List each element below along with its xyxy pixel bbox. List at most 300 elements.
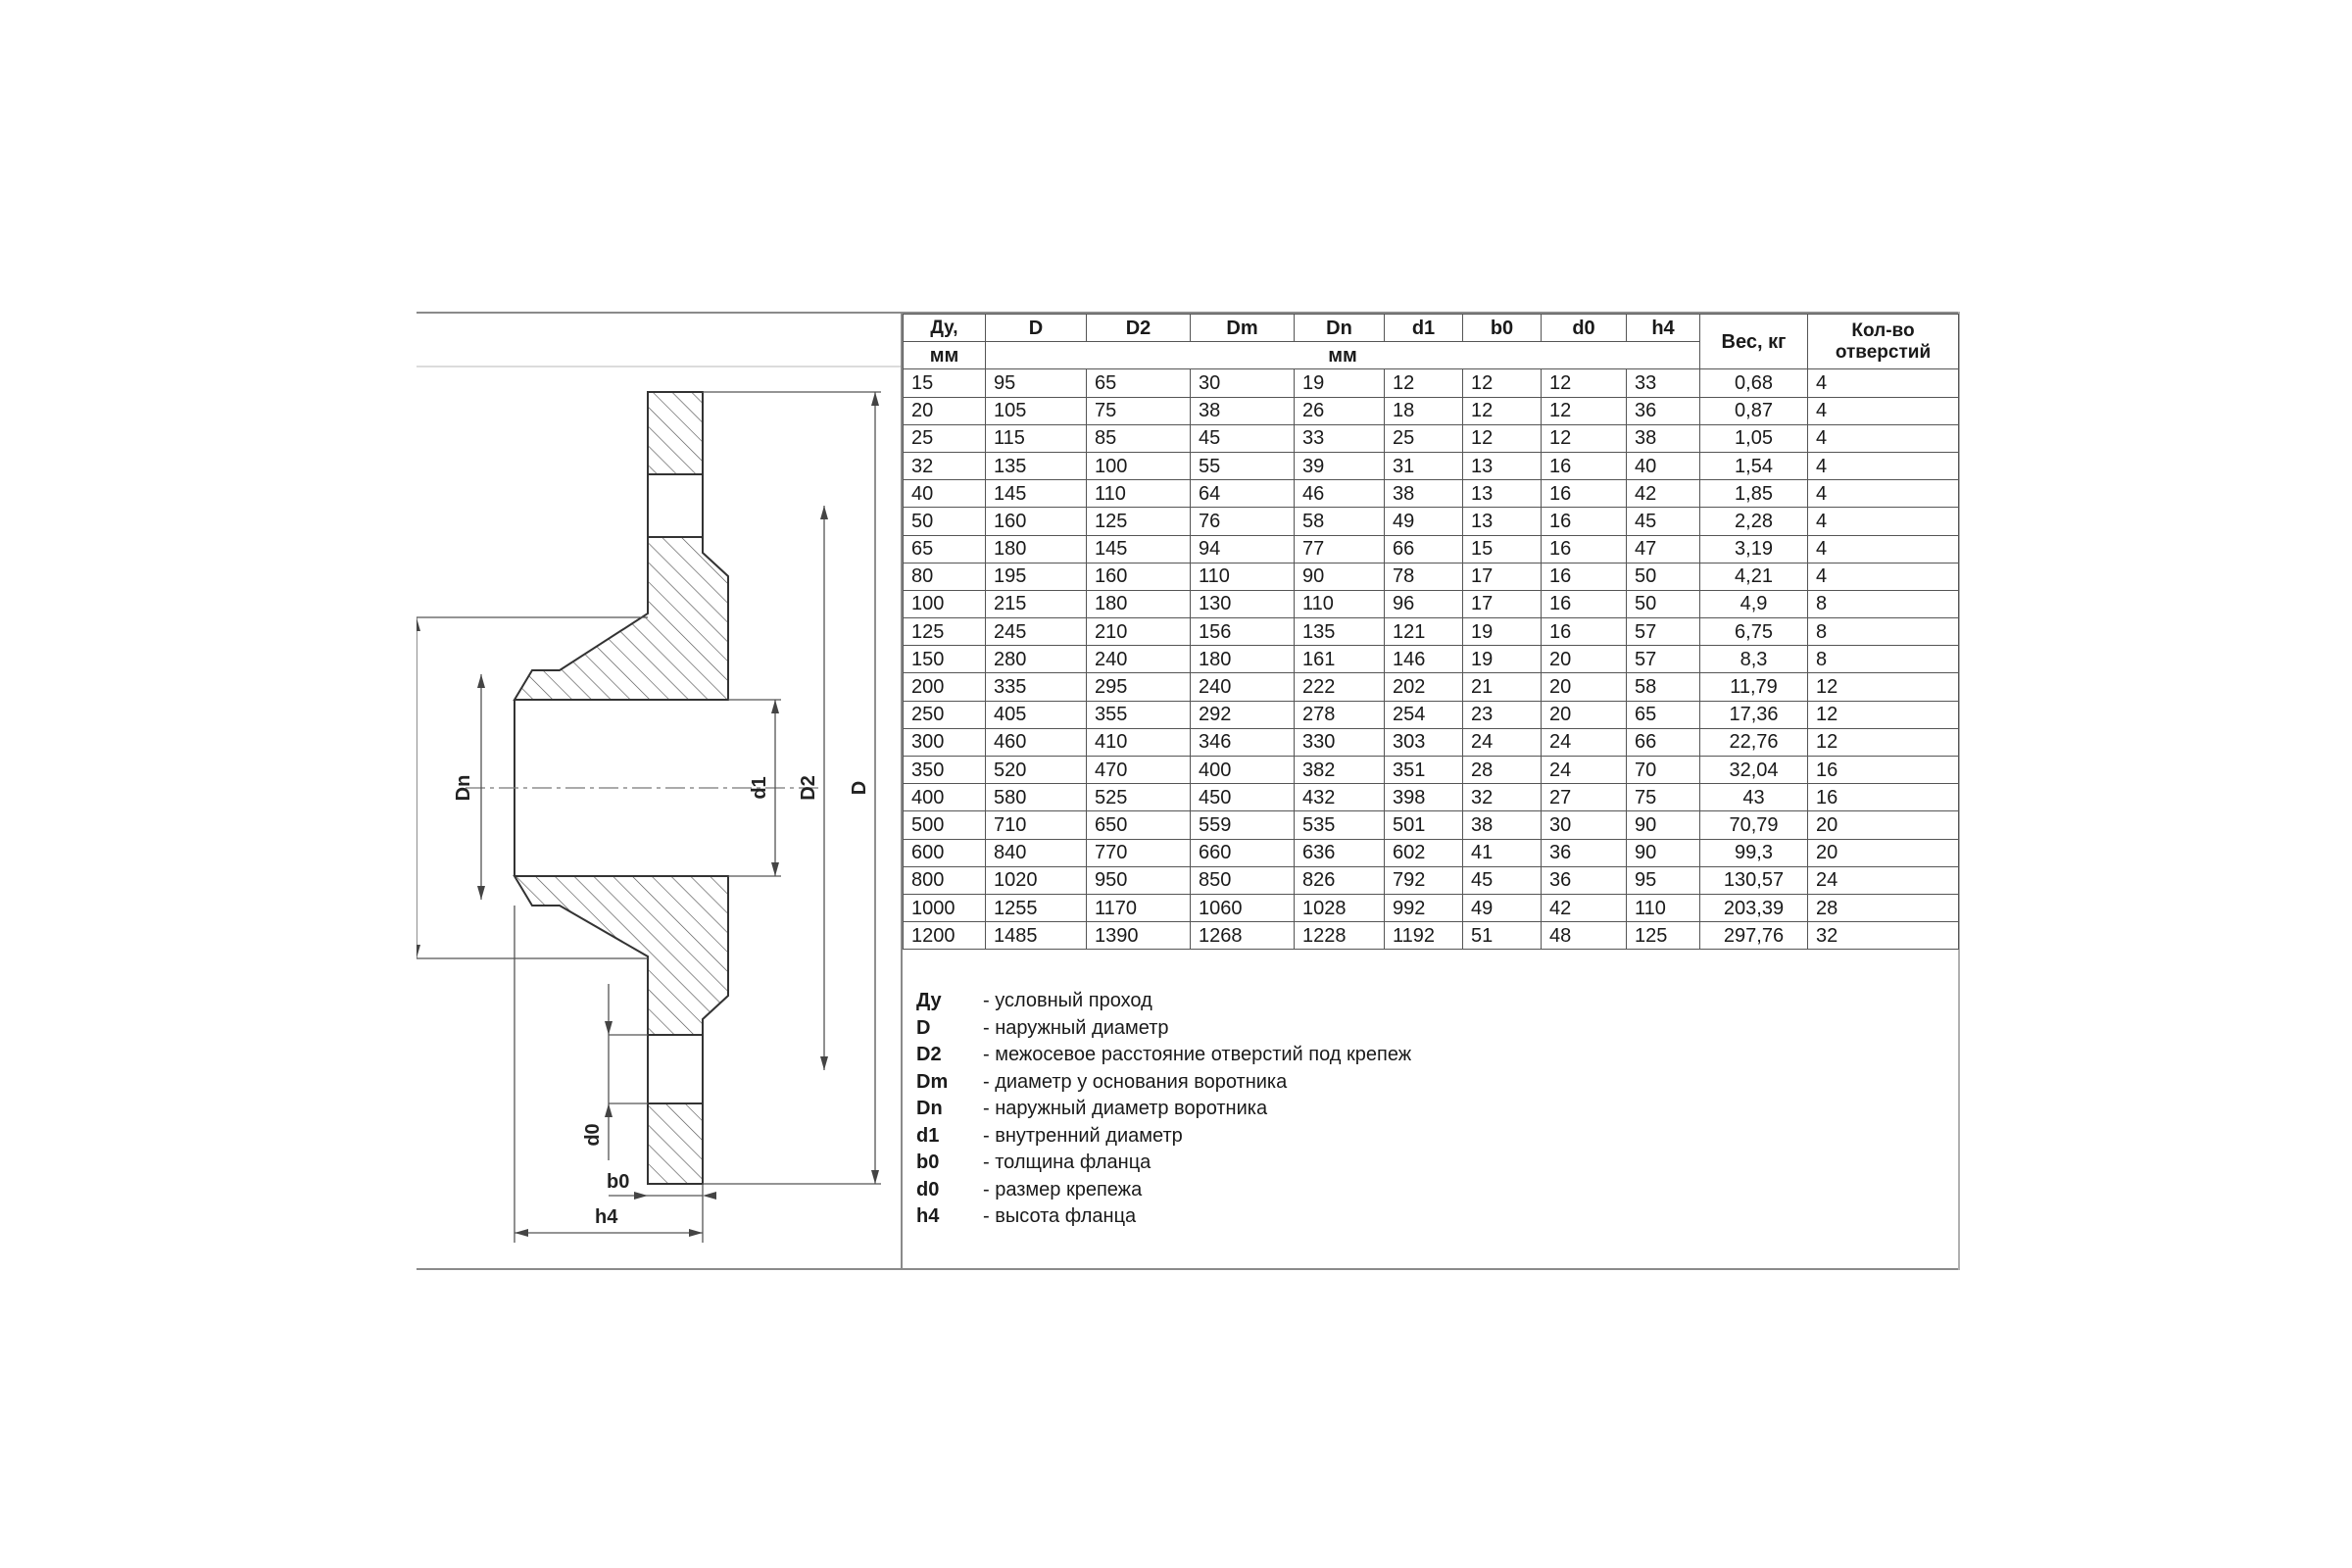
table-cell: 2,28 (1700, 508, 1808, 535)
table-cell: 110 (1191, 563, 1295, 590)
table-row (904, 563, 1959, 590)
table-cell: 75 (1087, 397, 1191, 424)
table-cell: 85 (1087, 424, 1191, 452)
table-cell: 121 (1385, 618, 1463, 646)
table-cell: 992 (1385, 894, 1463, 921)
table-row (904, 397, 1959, 424)
table-cell: 40 (904, 480, 986, 508)
table-cell: 346 (1191, 728, 1295, 756)
table-cell: 0,68 (1700, 369, 1808, 397)
table-cell: 840 (986, 839, 1087, 866)
table-cell: 8,3 (1700, 646, 1808, 673)
table-cell: 4 (1808, 480, 1959, 508)
table-row (904, 784, 1959, 811)
table-row (904, 839, 1959, 866)
table-cell: 50 (1627, 590, 1700, 617)
header-d0: d0 (1542, 315, 1627, 342)
table-cell: 24 (1542, 728, 1627, 756)
legend-item (916, 1069, 1411, 1097)
table-cell: 130,57 (1700, 866, 1808, 894)
table-cell: 4 (1808, 424, 1959, 452)
table-row (904, 618, 1959, 646)
table-cell: 245 (986, 618, 1087, 646)
table-cell: 90 (1295, 563, 1385, 590)
table-cell: 16 (1542, 535, 1627, 563)
table-row (904, 728, 1959, 756)
table-cell: 203,39 (1700, 894, 1808, 921)
table-cell: 1028 (1295, 894, 1385, 921)
table-cell: 115 (986, 424, 1087, 452)
table-cell: 36 (1542, 866, 1627, 894)
legend-key: D (916, 1016, 931, 1039)
table-cell: 1,54 (1700, 452, 1808, 479)
table-cell: 240 (1191, 673, 1295, 701)
table-cell: 19 (1463, 646, 1542, 673)
table-cell: 1268 (1191, 922, 1295, 950)
table-cell: 95 (986, 369, 1087, 397)
lower-plate-section (648, 1103, 703, 1184)
table-cell: 297,76 (1700, 922, 1808, 950)
table-cell: 660 (1191, 839, 1295, 866)
legend-description: - наружный диаметр (983, 1016, 1169, 1039)
table-cell: 8 (1808, 618, 1959, 646)
table-cell: 1192 (1385, 922, 1463, 950)
header-du: Ду, (904, 315, 986, 342)
table-cell: 96 (1385, 590, 1463, 617)
table-cell: 12 (1808, 673, 1959, 701)
table-cell: 295 (1087, 673, 1191, 701)
table-cell: 300 (904, 728, 986, 756)
table-cell: 8 (1808, 646, 1959, 673)
table-cell: 398 (1385, 784, 1463, 811)
table-cell: 70,79 (1700, 811, 1808, 839)
table-cell: 525 (1087, 784, 1191, 811)
table-cell: 1000 (904, 894, 986, 921)
table-cell: 850 (1191, 866, 1295, 894)
table-cell: 12 (1385, 369, 1463, 397)
table-cell: 1390 (1087, 922, 1191, 950)
table-cell: 65 (1087, 369, 1191, 397)
table-cell: 146 (1385, 646, 1463, 673)
table-cell: 215 (986, 590, 1087, 617)
legend-key: d0 (916, 1178, 940, 1200)
table-cell: 49 (1385, 508, 1463, 535)
table-cell: 180 (986, 535, 1087, 563)
table-cell: 145 (986, 480, 1087, 508)
table-cell: 292 (1191, 701, 1295, 728)
table-cell: 1060 (1191, 894, 1295, 921)
table-cell: 4 (1808, 452, 1959, 479)
table-cell: 78 (1385, 563, 1463, 590)
label-D: D (849, 780, 870, 796)
table-cell: 501 (1385, 811, 1463, 839)
table-cell: 160 (1087, 563, 1191, 590)
table-cell: 15 (1463, 535, 1542, 563)
table-cell: 24 (1463, 728, 1542, 756)
table-cell: 460 (986, 728, 1087, 756)
table-cell: 4 (1808, 535, 1959, 563)
table-cell: 99,3 (1700, 839, 1808, 866)
table-cell: 3,19 (1700, 535, 1808, 563)
header-unit-mm: мм (986, 342, 1700, 369)
table-cell: 49 (1463, 894, 1542, 921)
table-row (904, 480, 1959, 508)
table-cell: 36 (1627, 397, 1700, 424)
table-cell: 303 (1385, 728, 1463, 756)
table-cell: 90 (1627, 811, 1700, 839)
table-cell: 12 (1463, 369, 1542, 397)
label-D2: D2 (798, 775, 819, 801)
table-cell: 18 (1385, 397, 1463, 424)
legend-description: - условный проход (983, 990, 1152, 1011)
table-cell: 27 (1542, 784, 1627, 811)
table-cell: 100 (904, 590, 986, 617)
table-cell: 1,05 (1700, 424, 1808, 452)
table-cell: 278 (1295, 701, 1385, 728)
table-cell: 125 (1087, 508, 1191, 535)
table-cell: 12 (1542, 424, 1627, 452)
table-cell: 25 (904, 424, 986, 452)
legend-item (916, 1042, 1411, 1069)
table-cell: 240 (1087, 646, 1191, 673)
table-cell: 105 (986, 397, 1087, 424)
table-cell: 4 (1808, 508, 1959, 535)
table-cell: 20 (1542, 673, 1627, 701)
table-cell: 20 (1808, 811, 1959, 839)
table-cell: 150 (904, 646, 986, 673)
table-cell: 125 (904, 618, 986, 646)
table-cell: 32 (904, 452, 986, 479)
header-d1: d1 (1385, 315, 1463, 342)
table-cell: 500 (904, 811, 986, 839)
table-cell: 20 (904, 397, 986, 424)
table-cell: 520 (986, 757, 1087, 784)
table-cell: 1255 (986, 894, 1087, 921)
table-cell: 100 (1087, 452, 1191, 479)
table-cell: 110 (1627, 894, 1700, 921)
table-cell: 45 (1463, 866, 1542, 894)
table-cell: 792 (1385, 866, 1463, 894)
table-cell: 400 (1191, 757, 1295, 784)
table-cell: 94 (1191, 535, 1295, 563)
table-row (904, 452, 1959, 479)
table-row (904, 757, 1959, 784)
lower-hub-section (514, 876, 728, 1035)
table-cell: 80 (904, 563, 986, 590)
legend-description: - размер крепежа (983, 1178, 1143, 1200)
table-cell: 33 (1627, 369, 1700, 397)
table-row (904, 894, 1959, 921)
label-h4: h4 (595, 1206, 618, 1228)
table-cell: 580 (986, 784, 1087, 811)
table-cell: 11,79 (1700, 673, 1808, 701)
table-cell: 75 (1627, 784, 1700, 811)
table-cell: 47 (1627, 535, 1700, 563)
table-cell: 45 (1627, 508, 1700, 535)
table-row (904, 866, 1959, 894)
table-cell: 64 (1191, 480, 1295, 508)
upper-plate-section (648, 392, 703, 474)
table-cell: 48 (1542, 922, 1627, 950)
legend-key: D2 (916, 1044, 942, 1065)
table-cell: 28 (1463, 757, 1542, 784)
table-cell: 222 (1295, 673, 1385, 701)
table-cell: 125 (1627, 922, 1700, 950)
table-cell: 38 (1463, 811, 1542, 839)
table-cell: 41 (1463, 839, 1542, 866)
table-cell: 410 (1087, 728, 1191, 756)
table-cell: 17,36 (1700, 701, 1808, 728)
table-cell: 200 (904, 673, 986, 701)
table-cell: 335 (986, 673, 1087, 701)
table-cell: 156 (1191, 618, 1295, 646)
legend-item (916, 1015, 1411, 1043)
table-cell: 770 (1087, 839, 1191, 866)
header-du-unit: мм (904, 342, 986, 369)
table-row (904, 811, 1959, 839)
table-cell: 39 (1295, 452, 1385, 479)
table-cell: 13 (1463, 508, 1542, 535)
table-cell: 16 (1542, 618, 1627, 646)
legend-description: - внутренний диаметр (983, 1124, 1183, 1147)
table-cell: 26 (1295, 397, 1385, 424)
header-Dm: Dm (1191, 315, 1295, 342)
table-cell: 350 (904, 757, 986, 784)
table-cell: 12 (1542, 397, 1627, 424)
table-cell: 110 (1087, 480, 1191, 508)
table-cell: 38 (1627, 424, 1700, 452)
table-cell: 50 (1627, 563, 1700, 590)
legend-item (916, 1177, 1411, 1204)
table-cell: 21 (1463, 673, 1542, 701)
table-row (904, 673, 1959, 701)
table-cell: 559 (1191, 811, 1295, 839)
table-cell: 65 (1627, 701, 1700, 728)
table-cell: 30 (1542, 811, 1627, 839)
table-cell: 17 (1463, 590, 1542, 617)
table-cell: 20 (1542, 701, 1627, 728)
table-cell: 12 (1463, 397, 1542, 424)
table-cell: 16 (1542, 590, 1627, 617)
table-cell: 42 (1627, 480, 1700, 508)
label-Dn: Dn (453, 774, 474, 802)
table-cell: 1228 (1295, 922, 1385, 950)
table-cell: 602 (1385, 839, 1463, 866)
table-cell: 20 (1808, 839, 1959, 866)
table-cell: 16 (1542, 452, 1627, 479)
table-cell: 4 (1808, 369, 1959, 397)
legend-item (916, 1150, 1411, 1177)
table-cell: 19 (1463, 618, 1542, 646)
table-cell: 66 (1385, 535, 1463, 563)
label-d0: d0 (582, 1123, 604, 1147)
table-cell: 450 (1191, 784, 1295, 811)
table-cell: 13 (1463, 480, 1542, 508)
legend-item (916, 1123, 1411, 1151)
header-holes: Кол-во отверстий (1808, 315, 1959, 369)
legend-key: Ду (916, 990, 942, 1011)
table-cell: 636 (1295, 839, 1385, 866)
table-row (904, 424, 1959, 452)
table-cell: 4 (1808, 397, 1959, 424)
table-cell: 210 (1087, 618, 1191, 646)
legend-key: Dm (916, 1070, 949, 1093)
table-cell: 65 (904, 535, 986, 563)
table-cell: 161 (1295, 646, 1385, 673)
table-row (904, 646, 1959, 673)
table-cell: 4,21 (1700, 563, 1808, 590)
flange-cross-section-drawing (416, 312, 901, 1270)
legend-description: - межосевое расстояние отверстий под крепеж (983, 1044, 1412, 1065)
table-cell: 25 (1385, 424, 1463, 452)
header-h4: h4 (1627, 315, 1700, 342)
table-cell: 1485 (986, 922, 1087, 950)
table-cell: 12 (1463, 424, 1542, 452)
legend-description: - наружный диаметр воротника (983, 1098, 1268, 1119)
table-cell: 20 (1542, 646, 1627, 673)
table-cell: 95 (1627, 866, 1700, 894)
table-cell: 12 (1808, 728, 1959, 756)
legend-item (916, 1096, 1411, 1123)
table-cell: 30 (1191, 369, 1295, 397)
table-cell: 16 (1808, 757, 1959, 784)
legend-item (916, 1203, 1411, 1231)
table-cell: 58 (1627, 673, 1700, 701)
table-cell: 432 (1295, 784, 1385, 811)
table-cell: 24 (1808, 866, 1959, 894)
table-cell: 330 (1295, 728, 1385, 756)
legend-key: d1 (916, 1124, 940, 1147)
table-cell: 16 (1542, 563, 1627, 590)
table-cell: 46 (1295, 480, 1385, 508)
table-cell: 135 (986, 452, 1087, 479)
label-b0: b0 (607, 1171, 630, 1193)
table-cell: 110 (1295, 590, 1385, 617)
table-cell: 15 (904, 369, 986, 397)
table-cell: 12 (1808, 701, 1959, 728)
table-cell: 405 (986, 701, 1087, 728)
table-row (904, 590, 1959, 617)
table-cell: 31 (1385, 452, 1463, 479)
table-cell: 32,04 (1700, 757, 1808, 784)
table-cell: 195 (986, 563, 1087, 590)
table-row (904, 369, 1959, 397)
table-cell: 40 (1627, 452, 1700, 479)
legend-description: - диаметр у основания воротника (983, 1070, 1288, 1093)
table-cell: 38 (1385, 480, 1463, 508)
table-cell: 470 (1087, 757, 1191, 784)
table-cell: 12 (1542, 369, 1627, 397)
table-cell: 19 (1295, 369, 1385, 397)
table-cell: 58 (1295, 508, 1385, 535)
table-cell: 55 (1191, 452, 1295, 479)
legend-description: - высота фланца (983, 1205, 1137, 1227)
table-cell: 382 (1295, 757, 1385, 784)
table-cell: 254 (1385, 701, 1463, 728)
table-cell: 24 (1542, 757, 1627, 784)
table-cell: 0,87 (1700, 397, 1808, 424)
table-cell: 16 (1542, 508, 1627, 535)
table-cell: 66 (1627, 728, 1700, 756)
header-D: D (986, 315, 1087, 342)
flange-spec-table (903, 314, 1959, 950)
legend-item (916, 988, 1411, 1015)
table-cell: 710 (986, 811, 1087, 839)
table-cell: 650 (1087, 811, 1191, 839)
table-cell: 1020 (986, 866, 1087, 894)
table-cell: 57 (1627, 618, 1700, 646)
table-cell: 42 (1542, 894, 1627, 921)
table-cell: 145 (1087, 535, 1191, 563)
table-row (904, 922, 1959, 950)
table-cell: 13 (1463, 452, 1542, 479)
table-cell: 16 (1542, 480, 1627, 508)
table-cell: 50 (904, 508, 986, 535)
legend-description: - толщина фланца (983, 1152, 1152, 1173)
table-cell: 202 (1385, 673, 1463, 701)
table-cell: 1170 (1087, 894, 1191, 921)
legend-key: Dn (916, 1098, 943, 1119)
table-cell: 16 (1808, 784, 1959, 811)
table-cell: 250 (904, 701, 986, 728)
legend (916, 988, 1411, 1231)
header-b0: b0 (1463, 315, 1542, 342)
table-cell: 90 (1627, 839, 1700, 866)
table-cell: 160 (986, 508, 1087, 535)
table-cell: 180 (1087, 590, 1191, 617)
table-cell: 17 (1463, 563, 1542, 590)
header-weight: Вес, кг (1700, 315, 1808, 369)
header-D2: D2 (1087, 315, 1191, 342)
table-cell: 28 (1808, 894, 1959, 921)
header-Dn: Dn (1295, 315, 1385, 342)
table-cell: 800 (904, 866, 986, 894)
table-header-row (904, 315, 1959, 342)
table-cell: 950 (1087, 866, 1191, 894)
table-cell: 130 (1191, 590, 1295, 617)
table-cell: 400 (904, 784, 986, 811)
table-cell: 76 (1191, 508, 1295, 535)
spec-sheet (416, 312, 1960, 1270)
table-cell: 4 (1808, 563, 1959, 590)
table-cell: 36 (1542, 839, 1627, 866)
table-cell: 535 (1295, 811, 1385, 839)
table-row (904, 508, 1959, 535)
upper-hub-section (514, 537, 728, 700)
table-cell: 8 (1808, 590, 1959, 617)
table-cell: 1200 (904, 922, 986, 950)
table-cell: 22,76 (1700, 728, 1808, 756)
table-cell: 6,75 (1700, 618, 1808, 646)
table-cell: 4,9 (1700, 590, 1808, 617)
table-cell: 51 (1463, 922, 1542, 950)
table-cell: 351 (1385, 757, 1463, 784)
table-cell: 135 (1295, 618, 1385, 646)
table-cell: 280 (986, 646, 1087, 673)
table-row (904, 535, 1959, 563)
table-cell: 77 (1295, 535, 1385, 563)
table-cell: 45 (1191, 424, 1295, 452)
legend-key: b0 (916, 1152, 940, 1173)
table-cell: 43 (1700, 784, 1808, 811)
legend-key: h4 (916, 1205, 940, 1227)
table-cell: 33 (1295, 424, 1385, 452)
table-cell: 38 (1191, 397, 1295, 424)
table-row (904, 701, 1959, 728)
table-cell: 57 (1627, 646, 1700, 673)
table-cell: 600 (904, 839, 986, 866)
table-cell: 355 (1087, 701, 1191, 728)
